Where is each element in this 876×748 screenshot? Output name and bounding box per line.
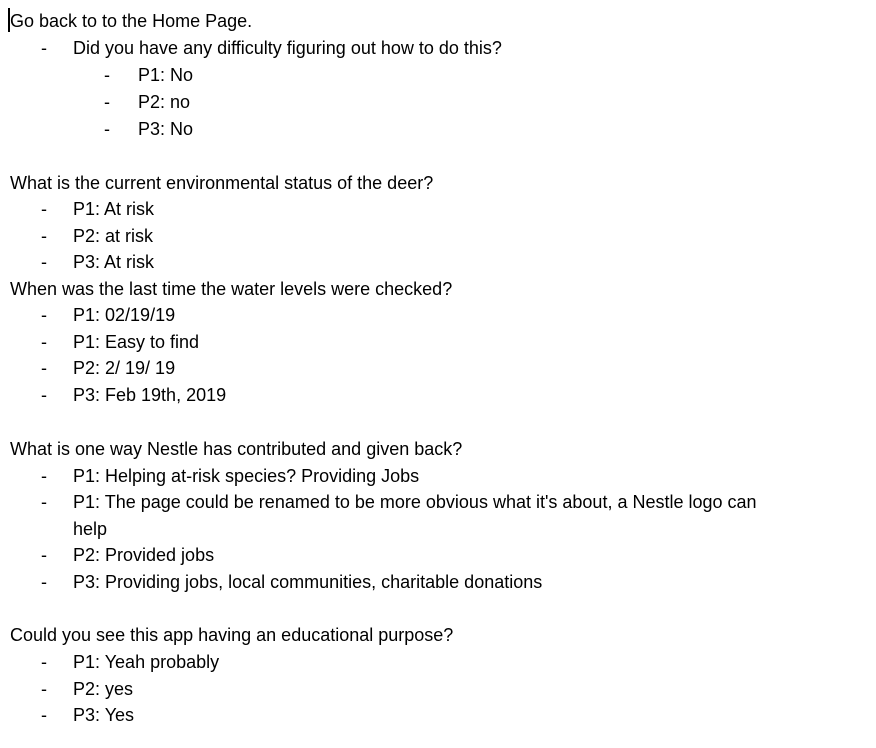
list-item: P2: yes — [73, 679, 134, 699]
bullet-dash: - — [41, 572, 47, 592]
question-nestle-contribution: What is one way Nestle has contributed and given back? — [10, 439, 463, 459]
bullet-dash: - — [41, 332, 47, 352]
sub-list-item: P1: No — [138, 65, 194, 85]
sub-list-item: P3: No — [138, 119, 194, 139]
list-item: P3: Yes — [73, 705, 135, 725]
list-item: P1: At risk — [73, 199, 155, 219]
list-item: P1: Helping at-risk species? Providing Jobs — [73, 466, 420, 486]
bullet-dash: - — [41, 199, 47, 219]
bullet-dash: - — [41, 679, 47, 699]
list-item: P1: The page could be renamed to be more obvious what it's about, a Nestle logo can — [73, 492, 757, 512]
list-item: P3: Feb 19th, 2019 — [73, 385, 227, 405]
list-item: P3: Providing jobs, local communities, charitable donations — [73, 572, 543, 592]
question-deer-status: What is the current environmental status of the deer? — [10, 173, 434, 193]
list-item: P2: 2/ 19/ 19 — [73, 358, 176, 378]
bullet-dash: - — [104, 92, 110, 112]
bullet-dash: - — [104, 119, 110, 139]
list-item: P2: Provided jobs — [73, 545, 215, 565]
bullet-dash: - — [41, 358, 47, 378]
bullet-dash: - — [41, 252, 47, 272]
bullet-dash: - — [41, 545, 47, 565]
list-item: Did you have any difficulty figuring out how to do this? — [73, 38, 502, 58]
bullet-dash: - — [41, 38, 47, 58]
bullet-dash: - — [41, 652, 47, 672]
list-item: P1: 02/19/19 — [73, 305, 176, 325]
bullet-dash: - — [41, 705, 47, 725]
bullet-dash: - — [41, 305, 47, 325]
question-water-levels: When was the last time the water levels were checked? — [10, 279, 453, 299]
question-educational-purpose: Could you see this app having an educational purpose? — [10, 625, 454, 645]
bullet-dash: - — [41, 492, 47, 512]
list-item: P1: Yeah probably — [73, 652, 220, 672]
sub-list-item: P2: no — [138, 92, 191, 112]
list-item: P1: Easy to find — [73, 332, 200, 352]
list-item: P3: At risk — [73, 252, 155, 272]
list-item: P2: at risk — [73, 226, 154, 246]
bullet-dash: - — [41, 466, 47, 486]
list-item-continuation: help — [73, 519, 108, 539]
bullet-dash: - — [104, 65, 110, 85]
bullet-dash: - — [41, 385, 47, 405]
bullet-dash: - — [41, 226, 47, 246]
question-home-page: Go back to to the Home Page. — [10, 11, 253, 31]
